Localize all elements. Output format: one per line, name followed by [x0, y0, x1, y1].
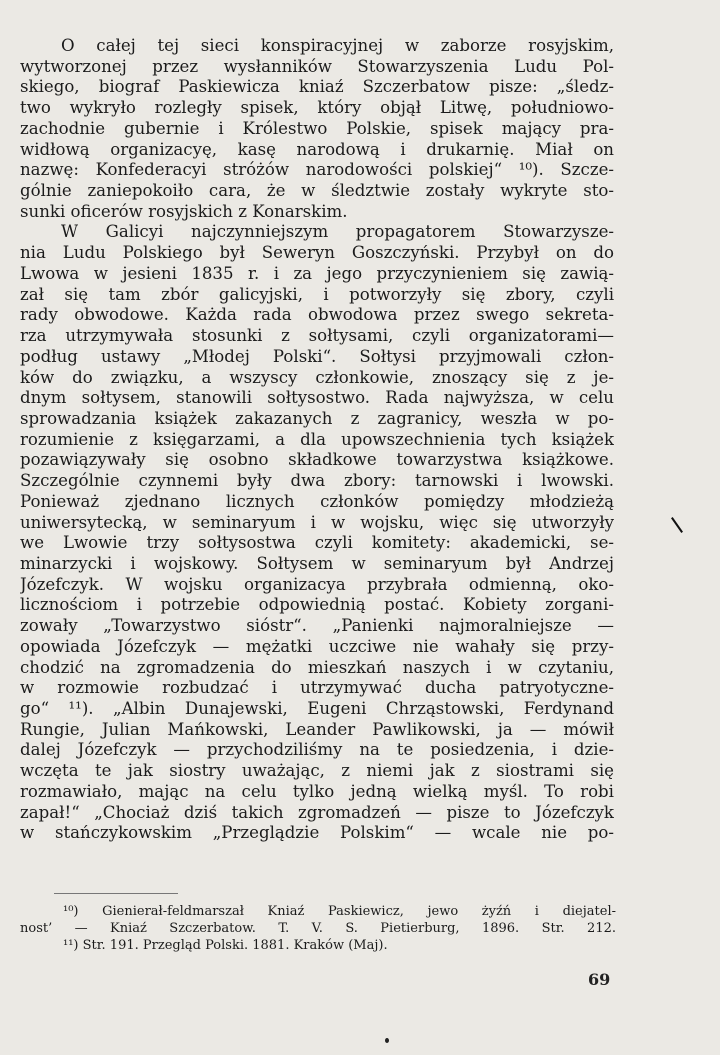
text-line: Lwowa w jesieni 1835 r. i za jego przyczynieniem się zawią- [20, 263, 614, 283]
text-line: we Lwowie trzy sołtysostwa czyli komitety: akademicki, se- [20, 533, 614, 553]
text-line: dalej Józefczyk — przychodziliśmy na te posiedzenia, i dzie- [20, 740, 614, 760]
text-line: opowiada Józefczyk — mężatki uczciwe nie wahały się przy- [20, 636, 614, 656]
text-line: sprowadzania książek zakazanych z zagranicy, weszła w po- [20, 408, 614, 428]
text-line: dnym sołtysem, stanowili sołtysostwo. Rada najwyższa, w celu [20, 388, 614, 408]
text-line: rza utrzymywała stosunki z sołtysami, czyli organizatorami— [20, 326, 614, 346]
text-line: O całej tej sieci konspiracyjnej w zaborze rosyjskim, [61, 36, 614, 55]
text-line: Rungie, Julian Mańkowski, Leander Pawlikowski, ja — mówił [20, 719, 614, 739]
text-line: Szczególnie czynnemi były dwa zbory: tarnowski i lwowski. [20, 471, 614, 491]
footnotes [20, 903, 616, 954]
text-line: uniwersytecką, w seminaryum i w wojsku, więc się utworzyły [20, 512, 614, 532]
text-line: chodzić na zgromadzenia do mieszkań naszych i w czytaniu, [20, 657, 614, 677]
text-line: zapał!“ „Chociaż dziś takich zgromadzeń — pisze to Józefczyk [20, 802, 614, 822]
text-line: rozumienie z księgarzami, a dla upowszechnienia tych książek [20, 429, 614, 449]
text-line: w rozmowie rozbudzać i utrzymywać ducha patryotyczne- [20, 678, 614, 698]
text-line: nazwę: Konfederacyi stróżów narodowości polskiej“ ¹⁰). Szcze- [20, 160, 614, 180]
footnote-line: ¹⁰) Gienierał-feldmarszał Kniaź Paskiewicz, jewo żyźń i diejatel- [63, 904, 616, 919]
main-text [20, 36, 614, 844]
footnote-line: nost’ — Kniaź Szczerbatow. T. V. S. Pietierburg, 1896. Str. 212. [20, 921, 616, 936]
text-line: zał się tam zbór galicyjski, i potworzyły się zbory, czyli [20, 284, 614, 304]
text-line: minarzycki i wojskowy. Sołtysem w seminaryum był Andrzej [20, 553, 614, 573]
text-line: gólnie zaniepokoiło cara, że w śledztwie zostały wykryte sto- [20, 181, 614, 201]
text-line: sunki oficerów rosyjskich z Konarskim. [20, 201, 348, 221]
text-line: wczęta te jak siostry uważając, z niemi jak z siostrami się [20, 761, 614, 781]
text-line: skiego, biograf Paskiewicza kniaź Szczerbatow pisze: „śledz- [20, 77, 614, 97]
text-line: pozawiązywały się osobno składkowe towarzystwa książkowe. [20, 450, 614, 470]
footnote-line: ¹¹) Str. 191. Przegląd Polski. 1881. Kraków (Maj). [63, 938, 388, 953]
page-number: 69 [588, 970, 611, 989]
text-line: W Galicyi najczynniejszym propagatorem Stowarzysze- [61, 222, 614, 242]
footnote-divider [54, 893, 178, 894]
text-line: zachodnie gubernie i Królestwo Polskie, spisek mający pra- [20, 118, 614, 138]
text-line: Józefczyk. W wojsku organizacya przybrała odmienną, oko- [20, 574, 614, 594]
text-line: widłową organizacyę, kasę narodową i drukarnię. Miał on [20, 139, 614, 159]
text-line: w stańczykowskim „Przeglądzie Polskim“ — wcale nie po- [20, 823, 614, 843]
text-line: wytworzonej przez wysłanników Stowarzyszenia Ludu Pol- [20, 56, 614, 76]
text-line: licznościom i potrzebie odpowiednią postać. Kobiety zorgani- [20, 595, 614, 615]
text-line: Ponieważ zjednano licznych członków pomiędzy młodzieżą [20, 491, 614, 511]
text-line: nia Ludu Polskiego był Seweryn Goszczyński. Przybył on do [20, 243, 614, 263]
text-line: zowały „Towarzystwo sióstr“. „Panienki najmoralniejsze — [20, 616, 614, 636]
text-line: go“ ¹¹). „Albin Dunajewski, Eugeni Chrząstowski, Ferdynand [20, 699, 614, 718]
text-line: ków do związku, a wszyscy członkowie, znoszący się z je- [20, 367, 614, 387]
ink-dot-mark [385, 1038, 389, 1043]
text-line: podług ustawy „Młodej Polski“. Sołtysi przyjmowali człon- [20, 346, 614, 366]
text-line: rady obwodowe. Każda rada obwodowa przez swego sekreta- [20, 305, 614, 325]
text-line: rozmawiało, mając na celu tylko jedną wielką myśl. To robi [20, 781, 614, 801]
margin-pencil-mark [671, 517, 683, 533]
text-line: two wykryło rozległy spisek, który objął Litwę, południowo- [20, 98, 614, 118]
